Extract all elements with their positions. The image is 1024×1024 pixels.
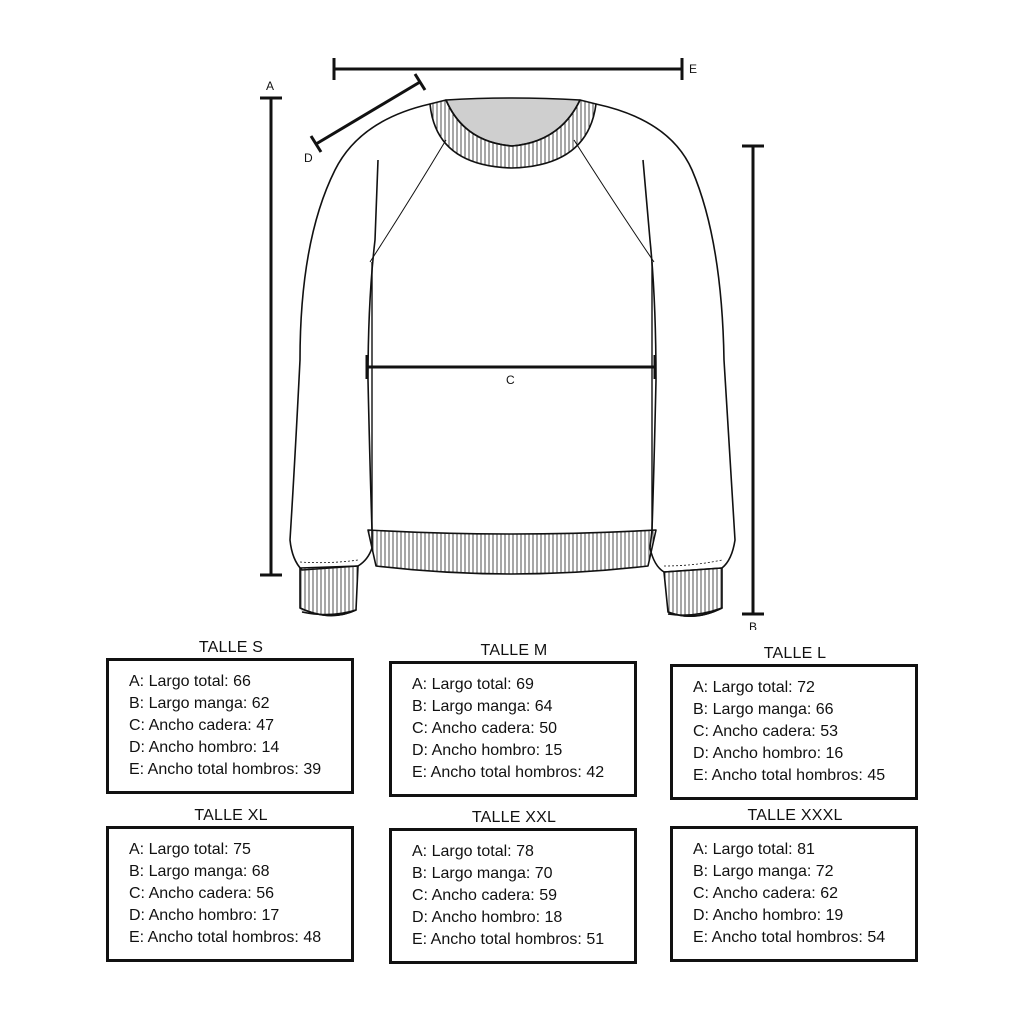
size-title: TALLE XXL [471,809,557,826]
row-largo-total: A: Largo total: 69 [412,676,534,693]
row-largo-manga: B: Largo manga: 68 [129,863,270,880]
hem-rib [368,530,656,574]
measure-line-d [316,82,420,144]
row-ancho-total-hombros: E: Ancho total hombros: 45 [693,767,886,784]
size-box [670,664,918,800]
right-sleeve [596,104,735,572]
size-title: TALLE XL [194,807,268,824]
size-box [670,826,918,962]
label-c: C [506,373,515,387]
size-box [106,658,354,794]
row-ancho-hombro: D: Ancho hombro: 15 [412,742,563,759]
sweater-illustration [290,98,735,616]
size-table-xxxl [670,806,920,962]
row-largo-manga: B: Largo manga: 72 [693,863,834,880]
size-table-xl [106,806,356,962]
row-ancho-total-hombros: E: Ancho total hombros: 54 [693,929,886,946]
label-b: B [749,620,758,630]
row-ancho-cadera: C: Ancho cadera: 59 [412,887,557,904]
size-title: TALLE S [198,639,264,656]
row-largo-total: A: Largo total: 75 [129,841,251,858]
row-largo-manga: B: Largo manga: 66 [693,701,834,718]
row-ancho-cadera: C: Ancho cadera: 53 [693,723,838,740]
size-title: TALLE M [480,642,548,659]
label-d: D [304,151,313,165]
size-table-m [389,641,639,797]
left-sleeve [290,104,430,570]
size-box [389,828,637,964]
row-largo-manga: B: Largo manga: 70 [412,865,553,882]
size-box [389,661,637,797]
row-largo-total: A: Largo total: 81 [693,841,815,858]
row-ancho-total-hombros: E: Ancho total hombros: 42 [412,764,605,781]
row-ancho-cadera: C: Ancho cadera: 62 [693,885,838,902]
row-ancho-hombro: D: Ancho hombro: 19 [693,907,844,924]
size-title: TALLE XXXL [747,807,843,824]
right-cuff [664,568,722,616]
row-ancho-hombro: D: Ancho hombro: 16 [693,745,844,762]
row-ancho-total-hombros: E: Ancho total hombros: 39 [129,761,322,778]
row-ancho-hombro: D: Ancho hombro: 14 [129,739,280,756]
size-table-s [106,638,356,794]
row-largo-manga: B: Largo manga: 62 [129,695,270,712]
row-ancho-hombro: D: Ancho hombro: 18 [412,909,563,926]
row-largo-total: A: Largo total: 78 [412,843,534,860]
row-largo-manga: B: Largo manga: 64 [412,698,553,715]
right-raglan-seam [574,140,654,262]
size-table-xxl [389,808,639,964]
row-ancho-total-hombros: E: Ancho total hombros: 51 [412,931,605,948]
row-ancho-cadera: C: Ancho cadera: 50 [412,720,557,737]
row-largo-total: A: Largo total: 66 [129,673,251,690]
row-ancho-hombro: D: Ancho hombro: 17 [129,907,280,924]
size-title: TALLE L [763,645,827,662]
row-ancho-total-hombros: E: Ancho total hombros: 48 [129,929,322,946]
row-ancho-cadera: C: Ancho cadera: 56 [129,885,274,902]
label-e: E [689,62,698,76]
row-largo-total: A: Largo total: 72 [693,679,815,696]
size-box [106,826,354,962]
label-a: A [266,79,275,93]
left-raglan-seam [370,140,446,262]
left-cuff [300,566,358,616]
row-ancho-cadera: C: Ancho cadera: 47 [129,717,274,734]
size-table-l [670,644,920,800]
